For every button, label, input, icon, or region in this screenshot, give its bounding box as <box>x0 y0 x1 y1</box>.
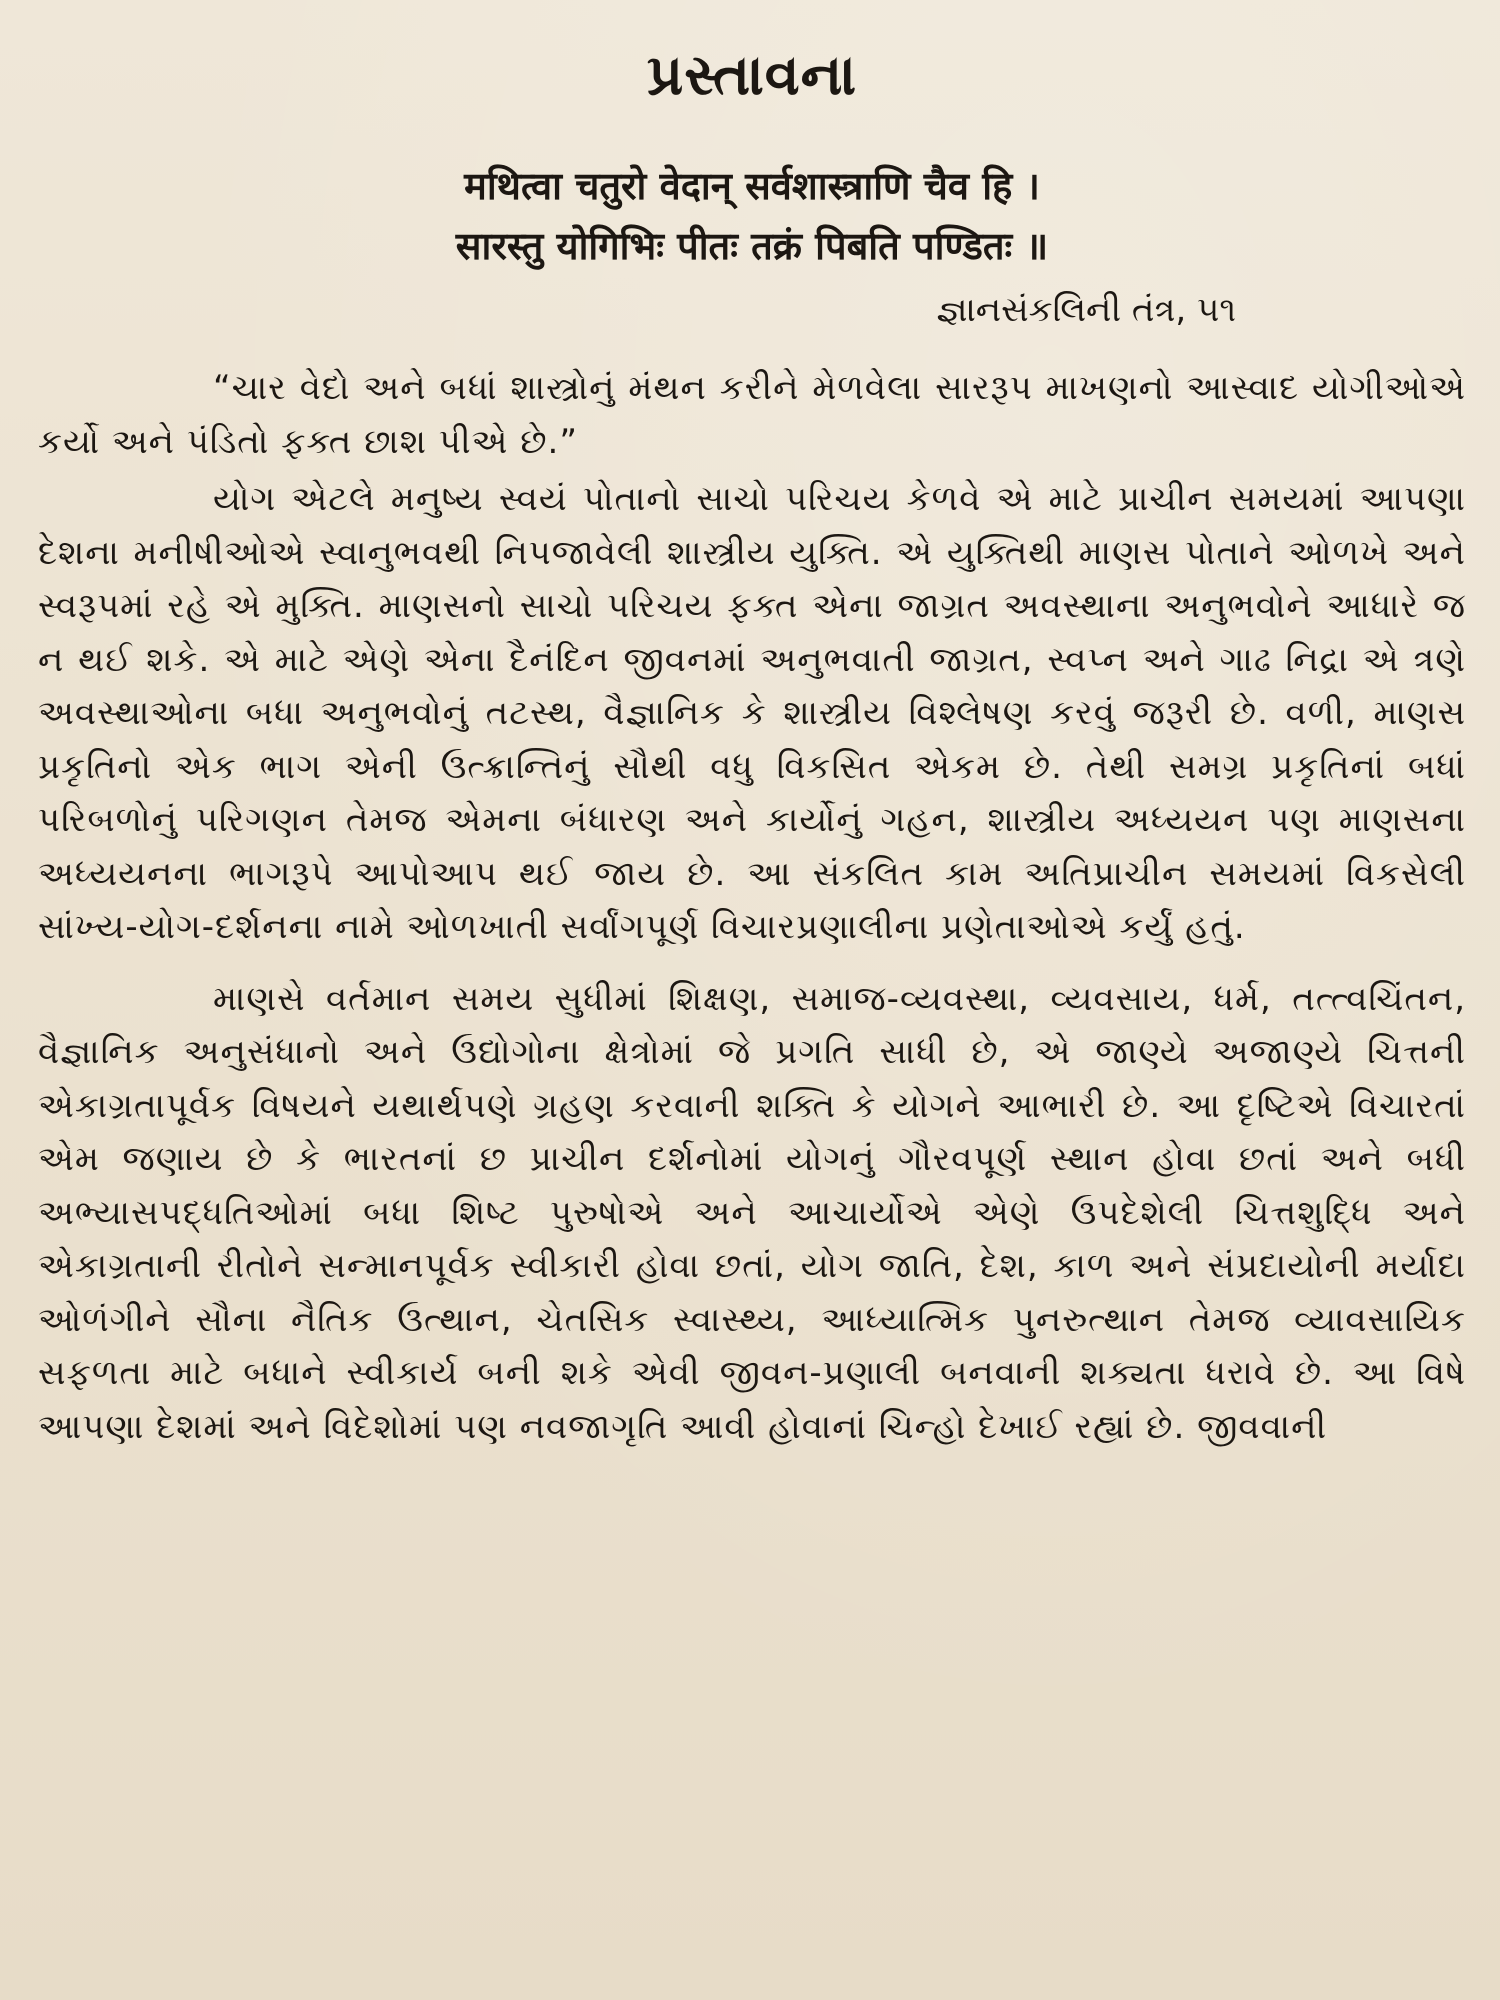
verse-line-2: सारस्तु योगिभिः पीतः तक्रं पिबति पण्डितः ॥ <box>455 224 1049 268</box>
paragraph-yoga-definition: યોગ એટલે મનુષ્ય સ્વયં પોતાનો સાચો પરિચય કેળવે એ માટે પ્રાચીન સમયમાં આપણા દેશના મનીષીઓએ સ્વાનુભવથી નિપજાવેલી શાસ્ત્રીય યુક્તિ. એ યુક્તિથી માણસ પોતાને ઓળખે અને સ્વરૂપમાં રહે એ મુક્તિ. માણસનો સાચો પરિચય ફક્ત એના જાગ્રત અવસ્થાના અનુભવોને આધારે જ ન થઈ શકે. એ માટે એણે એના દૈનંદિન જીવનમાં અનુભવાતી જાગ્રત, સ્વપ્ન અને ગાઢ નિદ્રા એ ત્રણે અવસ્થાઓના બધા અનુભવોનું તટસ્થ, વૈજ્ઞાનિક કે શાસ્ત્રીય વિશ્લેષણ કરવું જરૂરી છે. વળી, માણસ પ્રકૃતિનો એક ભાગ એની ઉત્ક્રાન્તિનું સૌથી વધુ વિકસિત એકમ છે. તેથી સમગ્ર પ્રકૃતિનાં બધાં પરિબળોનું પરિગણન તેમજ એમના બંધારણ અને કાર્યોનું ગહન, શાસ્ત્રીય અધ્યયન પણ માણસના અધ્યયનના ભાગરૂપે આપોઆપ થઈ જાય છે. આ સંકલિત કામ અતિપ્રાચીન સમયમાં વિકસેલી સાંખ્ય-યોગ-દર્શનના નામે ઓળખાતી સર્વાંગપૂર્ણ વિચારપ્રણાલીના પ્રણેતાઓએ કર્યું હતું. <box>38 479 1466 947</box>
page-title: પ્રસ્તાવના <box>646 43 858 108</box>
paragraph-translation: “ચાર વેદો અને બધાં શાસ્ત્રોનું મંથન કરીને મેળવેલા સારરૂપ માખણનો આસ્વાદ યોગીઓએ કર્યો અને પંડિતો ફક્ત છાશ પીએ છે.” <box>38 368 1466 462</box>
verse-line-1: मथित्वा चतुरो वेदान् सर्वशास्त्राणि चैव हि । <box>464 164 1040 208</box>
sanskrit-verse <box>38 156 1466 340</box>
paragraph-progress: માણસે વર્તમાન સમય સુધીમાં શિક્ષણ, સમાજ-વ્યવસ્થા, વ્યવસાય, ધર્મ, તત્ત્વચિંતન, વૈજ્ઞાનિક અનુસંધાનો અને ઉદ્યોગોના ક્ષેત્રોમાં જે પ્રગતિ સાધી છે, એ જાણ્યે અજાણ્યે ચિત્તની એકાગ્રતાપૂર્વક વિષયને યથાર્થપણે ગ્રહણ કરવાની શક્તિ કે યોગને આભારી છે. આ દૃષ્ટિએ વિચારતાં એમ જણાય છે કે ભારતનાં છ પ્રાચીન દર્શનોમાં યોગનું ગૌરવપૂર્ણ સ્થાન હોવા છતાં અને બધી અભ્યાસપદ્ધતિઓમાં બધા શિષ્ટ પુરુષોએ અને આચાર્યોએ એણે ઉપદેશેલી ચિત્તશુદ્ધિ અને એકાગ્રતાની રીતોને સન્માનપૂર્વક સ્વીકારી હોવા છતાં, યોગ જાતિ, દેશ, કાળ અને સંપ્રદાયોની મર્યાદા ઓળંગીને સૌના નૈતિક ઉત્થાન, ચેતસિક સ્વાસ્થ્ય, આધ્યાત્મિક પુનરુત્થાન તેમજ વ્યાવસાયિક સફળતા માટે બધાને સ્વીકાર્ય બની શકે એવી જીવન-પ્રણાલી બનવાની શક્યતા ધરાવે છે. આ વિષે આપણા દેશમાં અને વિદેશોમાં પણ નવજાગૃતિ આવી હોવાનાં ચિન્હો દેખાઈ રહ્યાં છે. જીવવાની <box>38 978 1466 1447</box>
verse-source: જ્ઞાનસંકલિની તંત્ર, ૫૧ <box>936 290 1236 330</box>
body-text <box>38 362 1466 1454</box>
